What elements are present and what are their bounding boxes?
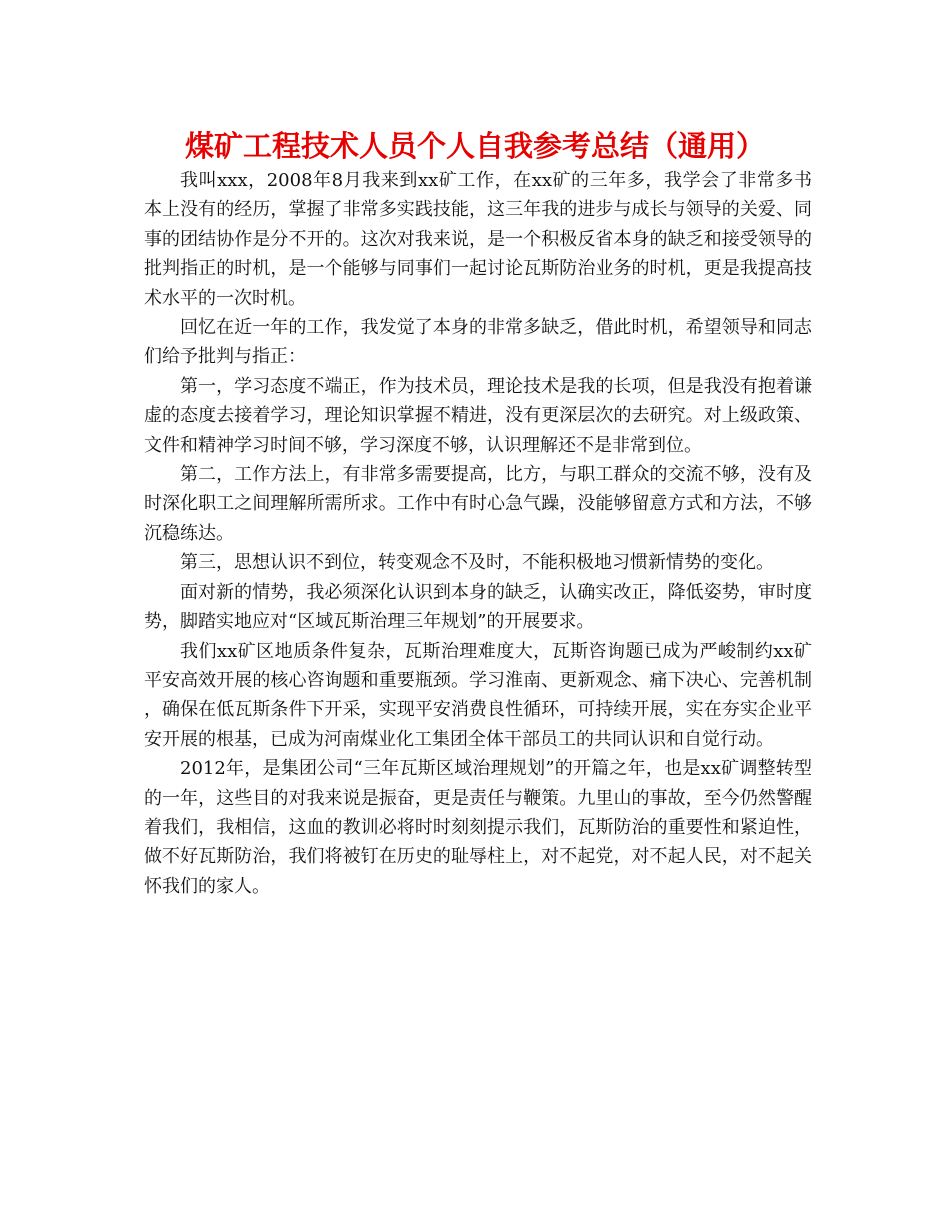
paragraph-intro: 我叫xxx，2008年8月我来到xx矿工作，在xx矿的三年多，我学会了非常多书本上没有的经历，掌握了非常多实践技能，这三年我的进步与成长与领导的关爱、同事的团结协作是分不开的。这次对我来说，是一个积极反省本身的缺乏和接受领导的批判指正的时机，是一个能够与同事们一起讨论瓦斯防治业务的时机，更是我提高技术水平的一次时机。 <box>144 170 812 309</box>
paragraph-2012-plan: 2012年，是集团公司“三年瓦斯区域治理规划”的开篇之年，也是xx矿调整转型的一年，这些目的对我来说是振奋，更是责任与鞭策。九里山的事故，至今仍然警醒着我们，我相信，这血的教训必将时时刻刻提示我们，瓦斯防治的重要性和紧迫性，做不好瓦斯防治，我们将被钉在历史的耻辱柱上，对不起党，对不起人民，对不起关怀我们的家人。 <box>144 758 812 897</box>
paragraph-first-point: 第一，学习态度不端正，作为技术员，理论技术是我的长项，但是我没有抱着谦虚的态度去接着学习，理论知识掌握不精进，没有更深层次的去研究。对上级政策、文件和精神学习时间不够，学习深度不够，认识理解还不是非常到位。 <box>144 375 812 456</box>
paragraph-second-point: 第二，工作方法上，有非常多需要提高，比方，与职工群众的交流不够，没有及时深化职工之间理解所需所求。工作中有时心急气躁，没能够留意方式和方法，不够沉稳练达。 <box>144 464 812 544</box>
paragraph-review: 回忆在近一年的工作，我发觉了本身的非常多缺乏，借此时机，希望领导和同志们给予批判与指正： <box>144 317 812 368</box>
document-title: 煤矿工程技术人员个人自我参考总结（通用） <box>184 129 765 163</box>
paragraph-mine-conditions: 我们xx矿区地质条件复杂，瓦斯治理难度大，瓦斯咨询题已成为严峻制约xx矿平安高效开展的核心咨询题和重要瓶颈。学习淮南、更新观念、痛下决心、完善机制，确保在低瓦斯条件下开采，实现平安消费良性循环，可持续开展，实在夯实企业平安开展的根基，已成为河南煤业化工集团全体干部员工的共同认识和自觉行动。 <box>144 640 812 750</box>
paragraph-third-point: 第三，思想认识不到位，转变观念不及时，不能积极地习惯新情势的变化。 <box>180 552 774 574</box>
document-body <box>144 166 812 901</box>
paragraph-new-situation: 面对新的情势，我必须深化认识到本身的缺乏，认确实改正，降低姿势，审时度势，脚踏实地应对“区域瓦斯治理三年规划”的开展要求。 <box>144 581 812 633</box>
